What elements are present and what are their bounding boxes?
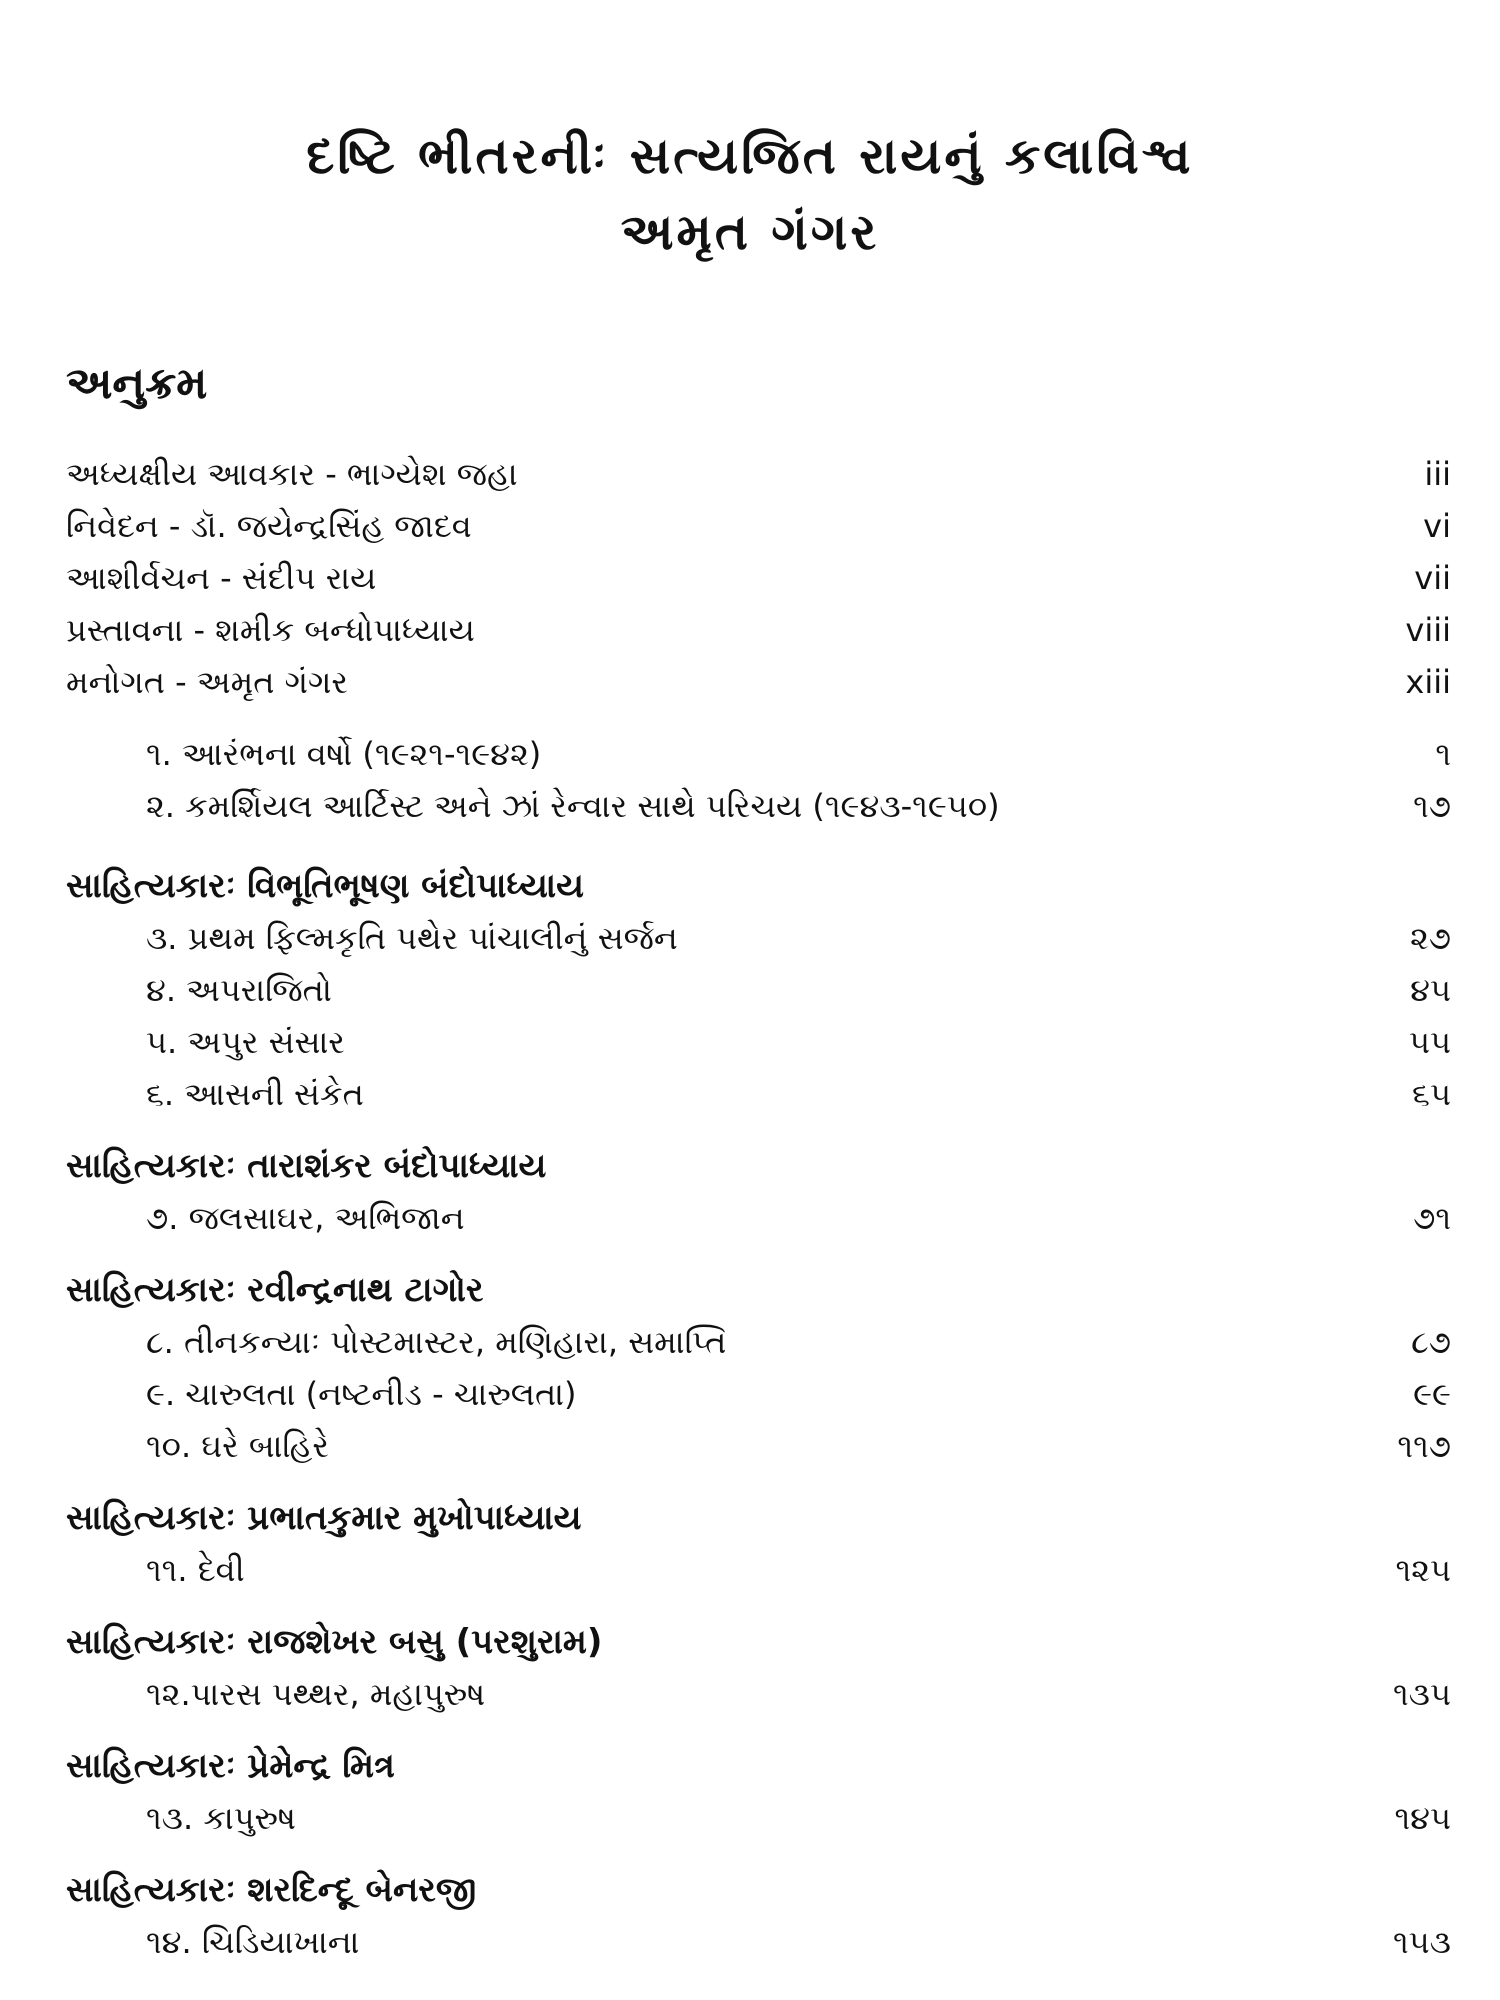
spacer <box>66 1120 1451 1140</box>
toc-page-number: ૧૩૫ <box>1392 1675 1451 1713</box>
toc-row <box>66 1368 1451 1420</box>
toc-page-number: ૮૭ <box>1411 1323 1451 1361</box>
toc-page-number: ૨૭ <box>1409 919 1451 957</box>
toc-chapter-label: ૬. આસની સંકેત <box>146 1075 364 1113</box>
toc-section-heading <box>66 1616 1451 1668</box>
section-author: સાહિત્યકારઃ પ્રભાતકુમાર મુખોપાધ્યાય <box>66 1498 582 1538</box>
toc-page-number: ૫૫ <box>1408 1023 1451 1061</box>
section-author: સાહિત્યકારઃ તારાશંકર બંદોપાધ્યાય <box>66 1146 547 1186</box>
toc-page-number: ૧૫૩ <box>1392 1923 1451 1961</box>
spacer <box>66 1472 1451 1492</box>
toc-page-number: vi <box>1423 507 1451 545</box>
toc-page-number: xiii <box>1405 663 1451 701</box>
toc-chapter-label: ૫. અપુર સંસાર <box>146 1023 345 1061</box>
spacer <box>66 832 1451 860</box>
toc-row <box>66 912 1451 964</box>
spacer <box>66 1596 1451 1616</box>
toc-row <box>66 1668 1451 1720</box>
toc-row <box>66 500 1451 552</box>
toc-list <box>66 448 1451 1968</box>
toc-page-number: vii <box>1414 559 1451 597</box>
spacer <box>66 1720 1451 1740</box>
toc-chapter-label: ૧૩. કાપુરુષ <box>146 1799 296 1837</box>
toc-row <box>66 1192 1451 1244</box>
toc-section-heading <box>66 1140 1451 1192</box>
toc-row <box>66 1068 1451 1120</box>
toc-chapter-label: ૩. પ્રથમ ફિલ્મકૃતિ પથેર પાંચાલીનું સર્જન <box>146 919 678 957</box>
toc-chapter-label: ૨. કમર્શિયલ આર્ટિસ્ટ અને ઝાં રેન્વાર સાથે પરિચય (૧૯૪૩-૧૯૫૦) <box>146 787 1000 825</box>
toc-page-number: ૧૨૫ <box>1395 1551 1451 1589</box>
section-author: સાહિત્યકારઃ રવીન્દ્રનાથ ટાગોર <box>66 1270 484 1310</box>
toc-page-number: ૧ <box>1435 735 1451 773</box>
section-author: સાહિત્યકારઃ રાજશેખર બસુ (પરશુરામ) <box>66 1622 603 1662</box>
toc-row <box>66 656 1451 708</box>
toc-row <box>66 1016 1451 1068</box>
toc-heading: અનુક્રમ <box>66 358 208 409</box>
toc-row <box>66 1316 1451 1368</box>
toc-row <box>66 604 1451 656</box>
toc-page-number: ૧૧૭ <box>1397 1427 1451 1465</box>
toc-entry-label: પ્રસ્તાવના - શમીક બન્ધોપાધ્યાય <box>66 611 475 649</box>
toc-page-number: ૧૭ <box>1413 787 1451 825</box>
toc-section-heading <box>66 1264 1451 1316</box>
toc-chapter-label: ૧૦. ઘરે બાહિરે <box>146 1427 329 1465</box>
toc-row <box>66 552 1451 604</box>
spacer <box>66 708 1451 728</box>
toc-chapter-label: ૧૨.પારસ પથ્થર, મહાપુરુષ <box>146 1675 486 1713</box>
toc-section-heading <box>66 1864 1451 1916</box>
toc-chapter-label: ૪. અપરાજિતો <box>146 971 332 1009</box>
toc-chapter-label: ૧૧. દેવી <box>146 1551 245 1589</box>
title-block <box>0 118 1500 270</box>
toc-chapter-label: ૮. તીનકન્યાઃ પોસ્ટમાસ્ટર, મણિહારા, સમાપ્તિ <box>146 1323 727 1361</box>
section-author: સાહિત્યકારઃ વિભૂતિભૂષણ બંદોપાધ્યાય <box>66 866 584 906</box>
toc-chapter-label: ૭. જલસાઘર, અભિજાન <box>146 1199 465 1237</box>
toc-row <box>66 1544 1451 1596</box>
toc-section-heading <box>66 1492 1451 1544</box>
toc-page-number: ૧૪૫ <box>1394 1799 1451 1837</box>
toc-page-number: iii <box>1424 455 1451 493</box>
toc-entry-label: મનોગત - અમૃત ગંગર <box>66 663 348 701</box>
toc-page-number: ૬૫ <box>1412 1075 1451 1113</box>
section-author: સાહિત્યકારઃ શરદિન્દૂ બેનરજી <box>66 1870 477 1910</box>
toc-entry-label: અધ્યક્ષીય આવકાર - ભાગ્યેશ જહા <box>66 455 518 493</box>
book-title: દષ્ટિ ભીતરનીઃ સત્યજિત રાયનું કલાવિશ્વ <box>306 127 1194 185</box>
toc-row <box>66 1420 1451 1472</box>
toc-chapter-label: ૯. ચારુલતા (નષ્ટનીડ - ચારુલતા) <box>146 1375 577 1413</box>
toc-chapter-label: ૧. આરંભના વર્ષો (૧૯૨૧-૧૯૪૨) <box>146 735 542 773</box>
toc-page-number: ૪૫ <box>1410 971 1451 1009</box>
toc-entry-label: નિવેદન - ડૉ. જયેન્દ્રસિંહ જાદવ <box>66 507 472 545</box>
spacer <box>66 1844 1451 1864</box>
toc-page-number: ૭૧ <box>1413 1199 1451 1237</box>
toc-page-number: ૯૯ <box>1413 1375 1451 1413</box>
toc-page-number: viii <box>1405 611 1451 649</box>
toc-chapter-label: ૧૪. ચિડિયાખાના <box>146 1923 360 1961</box>
toc-row <box>66 1916 1451 1968</box>
book-author: અમૃત ગંગર <box>620 203 880 261</box>
section-author: સાહિત્યકારઃ પ્રેમેન્દ્ર મિત્ર <box>66 1746 395 1786</box>
toc-row <box>66 448 1451 500</box>
toc-section-heading <box>66 1740 1451 1792</box>
toc-entry-label: આશીર્વચન - સંદીપ રાય <box>66 559 377 597</box>
toc-row <box>66 964 1451 1016</box>
toc-section-heading <box>66 860 1451 912</box>
spacer <box>66 1244 1451 1264</box>
toc-row <box>66 1792 1451 1844</box>
toc-row <box>66 780 1451 832</box>
toc-row <box>66 728 1451 780</box>
